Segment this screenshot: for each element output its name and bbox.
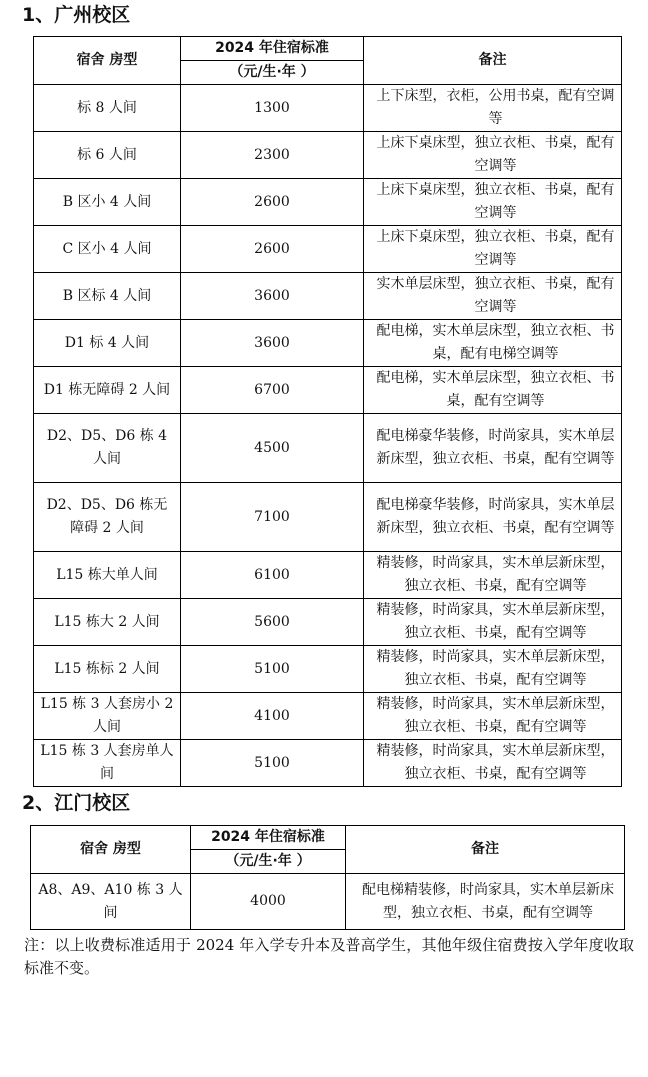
table-row — [34, 414, 622, 483]
table-row — [34, 132, 622, 179]
room-type-cell: L15 栋 3 人套房单人间 — [34, 740, 181, 787]
note-cell: 实木单层床型，独立衣柜、书桌，配有空调等 — [364, 273, 622, 320]
table-row — [34, 693, 622, 740]
guangzhou-fee-table — [33, 36, 622, 787]
room-type-cell: C 区小 4 人间 — [34, 226, 181, 273]
header-standard-unit: （元/生·年 ） — [191, 850, 346, 874]
price-cell: 5100 — [181, 740, 364, 787]
price-cell: 3600 — [181, 320, 364, 367]
note-cell: 精装修，时尚家具，实木单层新床型，独立衣柜、书桌，配有空调等 — [364, 599, 622, 646]
note-cell: 配电梯豪华装修，时尚家具，实木单层新床型，独立衣柜、书桌，配有空调等 — [364, 414, 622, 483]
header-standard: 2024 年住宿标准 — [191, 826, 346, 850]
header-remarks: 备注 — [346, 826, 625, 874]
room-type-cell: D1 栋无障碍 2 人间 — [34, 367, 181, 414]
room-type-cell: D2、D5、D6 栋无障碍 2 人间 — [34, 483, 181, 552]
table-row — [34, 179, 622, 226]
price-cell: 2600 — [181, 179, 364, 226]
room-type-cell: 标 6 人间 — [34, 132, 181, 179]
note-cell: 上床下桌床型，独立衣柜、书桌，配有空调等 — [364, 179, 622, 226]
price-cell: 4000 — [191, 874, 346, 930]
price-cell: 5100 — [181, 646, 364, 693]
section-title-guangzhou: 1、广州校区 — [22, 4, 131, 26]
header-room-type: 宿舍 房型 — [34, 37, 181, 85]
table-row — [34, 646, 622, 693]
note-cell: 配电梯精装修，时尚家具，实木单层新床型，独立衣柜、书桌，配有空调等 — [346, 874, 625, 930]
table-row — [31, 874, 625, 930]
room-type-cell: D2、D5、D6 栋 4 人间 — [34, 414, 181, 483]
room-type-cell: D1 标 4 人间 — [34, 320, 181, 367]
table-row — [34, 367, 622, 414]
note-cell: 配电梯，实木单层床型，独立衣柜、书桌，配有空调等 — [364, 367, 622, 414]
price-cell: 1300 — [181, 85, 364, 132]
table-row — [34, 320, 622, 367]
header-standard-unit: （元/生·年 ） — [181, 61, 364, 85]
table-row — [34, 552, 622, 599]
room-type-cell: L15 栋 3 人套房小 2 人间 — [34, 693, 181, 740]
room-type-cell: 标 8 人间 — [34, 85, 181, 132]
note-cell: 配电梯豪华装修，时尚家具，实木单层新床型，独立衣柜、书桌，配有空调等 — [364, 483, 622, 552]
price-cell: 6700 — [181, 367, 364, 414]
note-cell: 精装修，时尚家具，实木单层新床型，独立衣柜、书桌，配有空调等 — [364, 693, 622, 740]
note-cell: 上床下桌床型，独立衣柜、书桌，配有空调等 — [364, 226, 622, 273]
room-type-cell: B 区小 4 人间 — [34, 179, 181, 226]
header-remarks: 备注 — [364, 37, 622, 85]
table-row — [34, 226, 622, 273]
note-cell: 配电梯，实木单层床型，独立衣柜、书桌，配有电梯空调等 — [364, 320, 622, 367]
header-room-type: 宿舍 房型 — [31, 826, 191, 874]
note-cell: 上下床型，衣柜，公用书桌，配有空调等 — [364, 85, 622, 132]
price-cell: 2600 — [181, 226, 364, 273]
table-row — [34, 85, 622, 132]
price-cell: 7100 — [181, 483, 364, 552]
price-cell: 2300 — [181, 132, 364, 179]
note-cell: 精装修，时尚家具，实木单层新床型，独立衣柜、书桌，配有空调等 — [364, 740, 622, 787]
price-cell: 4100 — [181, 693, 364, 740]
room-type-cell: L15 栋大 2 人间 — [34, 599, 181, 646]
price-cell: 6100 — [181, 552, 364, 599]
room-type-cell: B 区标 4 人间 — [34, 273, 181, 320]
room-type-cell: L15 栋标 2 人间 — [34, 646, 181, 693]
table-row — [34, 483, 622, 552]
note-cell: 上床下桌床型，独立衣柜、书桌，配有空调等 — [364, 132, 622, 179]
table-row — [34, 599, 622, 646]
price-cell: 5600 — [181, 599, 364, 646]
table-row — [34, 273, 622, 320]
header-standard: 2024 年住宿标准 — [181, 37, 364, 61]
room-type-cell: L15 栋大单人间 — [34, 552, 181, 599]
section-title-jiangmen: 2、江门校区 — [22, 792, 131, 814]
note-cell: 精装修，时尚家具，实木单层新床型，独立衣柜、书桌，配有空调等 — [364, 646, 622, 693]
price-cell: 3600 — [181, 273, 364, 320]
table-row — [34, 740, 622, 787]
price-cell: 4500 — [181, 414, 364, 483]
room-type-cell: A8、A9、A10 栋 3 人间 — [31, 874, 191, 930]
note-cell: 精装修，时尚家具，实木单层新床型，独立衣柜、书桌，配有空调等 — [364, 552, 622, 599]
jiangmen-fee-table — [30, 825, 625, 930]
footnote: 注：以上收费标准适用于 2024 年入学专升本及普高学生，其他年级住宿费按入学年度收取标准不变。 — [24, 936, 634, 977]
